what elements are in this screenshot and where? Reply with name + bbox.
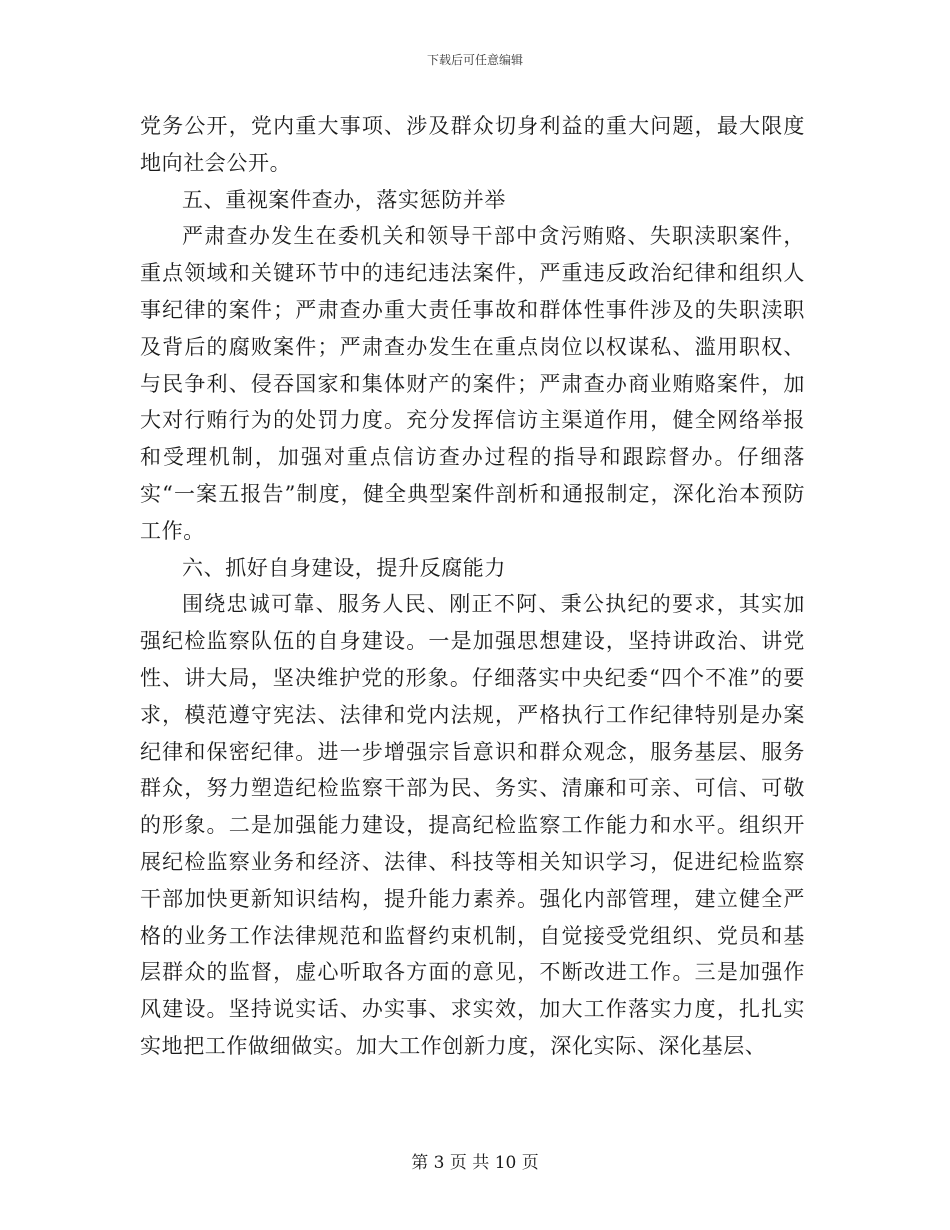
- paragraph-self-construction: 围绕忠诚可靠、服务人民、刚正不阿、秉公执纪的要求，其实加强纪检监察队伍的自身建设。一是加强思想建设，坚持讲政治、讲党性、讲大局，坚决维护党的形象。仔细落实中央纪委“四个不准”的要求，模范遵守宪法、法律和党内法规，严格执行工作纪律特别是办案纪律和保密纪律。进一步增强宗旨意识和群众观念，服务基层、服务群众，努力塑造纪检监察干部为民、务实、清廉和可亲、可信、可敬的形象。二是加强能力建设，提高纪检监察工作能力和水平。组织开展纪检监察业务和经济、法律、科技等相关知识学习，促进纪检监察干部加快更新知识结构，提升能力素养。强化内部管理，建立健全严格的业务工作法律规范和监督约束机制，自觉接受党组织、党员和基层群众的监督，虚心听取各方面的意见，不断改进工作。三是加强作风建设。坚持说实话、办实事、求实效，加大工作落实力度，扎扎实实地把工作做细做实。加大工作创新力度，深化实际、深化基层、: [140, 592, 805, 1058]
- page-header: 下载后可任意编辑: [426, 53, 523, 67]
- document-body: [140, 108, 805, 1065]
- paragraph-disclosure-continuation: 党务公开，党内重大事项、涉及群众切身利益的重大问题，最大限度地向社会公开。: [140, 114, 805, 175]
- section-heading-six: 六、抓好自身建设，提升反腐能力: [182, 555, 506, 580]
- paragraph-case-investigation: 严肃查办发生在委机关和领导干部中贪污贿赂、失职渎职案件，重点领域和关键环节中的违纪违法案件，严重违反政治纪律和组织人事纪律的案件；严肃查办重大责任事故和群体性事件涉及的失职渎职及背后的腐败案件；严肃查办发生在重点岗位以权谋私、滥用职权、与民争利、侵吞国家和集体财产的案件；严肃查办商业贿赂案件，加大对行贿行为的处罚力度。充分发挥信访主渠道作用，健全网络举报和受理机制，加强对重点信访查办过程的指导和跟踪督办。仔细落实“一案五报告”制度，健全典型案件剖析和通报制定，深化治本预防工作。: [140, 224, 805, 543]
- section-heading-five: 五、重视案件查办，落实惩防并举: [182, 187, 506, 212]
- page-number-footer: 第 3 页 共 10 页: [411, 1153, 539, 1173]
